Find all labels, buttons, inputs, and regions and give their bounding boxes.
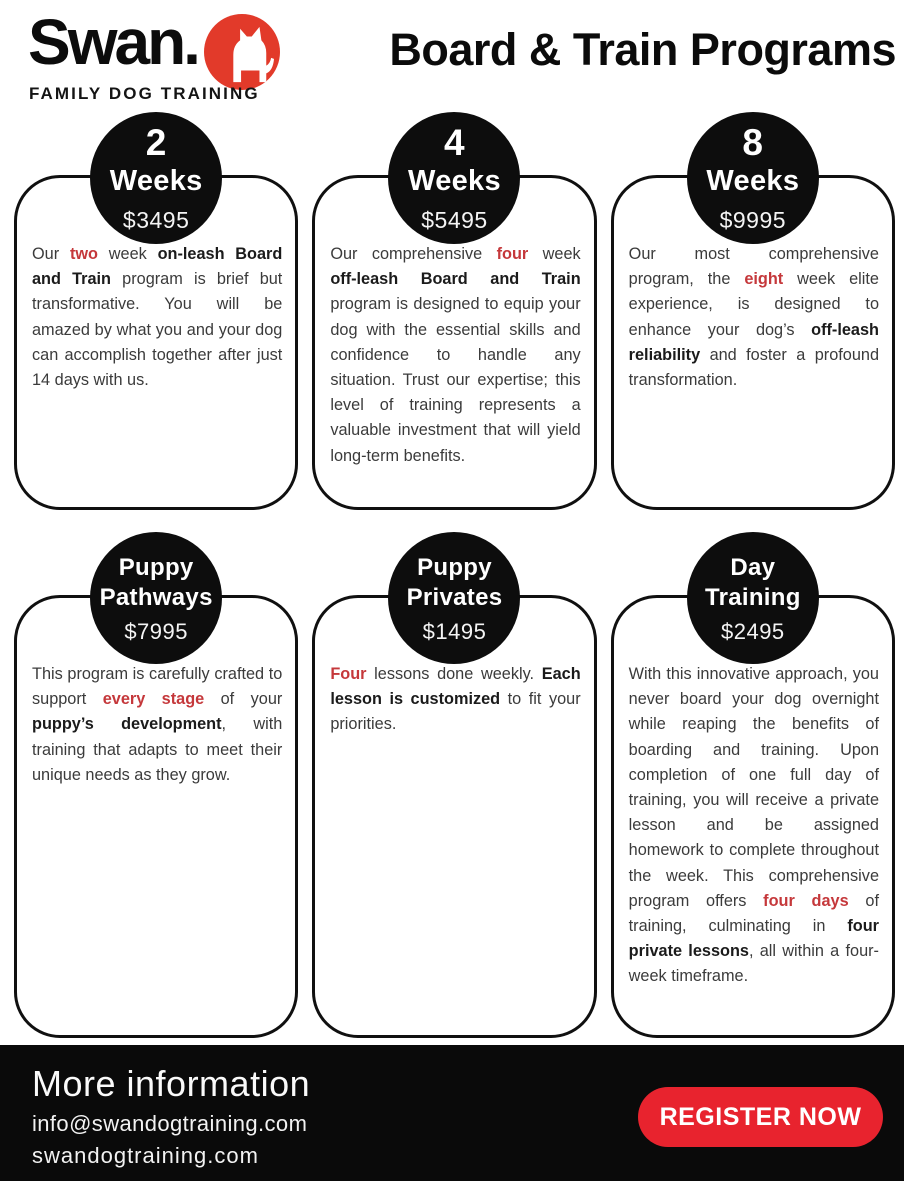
badge-price: $5495	[421, 206, 488, 233]
body-text: With this innovative approach, you never board your dog overnight while reaping the benefits of boarding and training. Upon completion of one full day of training, you will receive a private lesson and be assigned homework to complete throughout the week. This comprehensive program offers	[628, 665, 879, 910]
body-text-emphasis: four days	[763, 891, 849, 910]
card-day-training	[611, 554, 895, 1038]
card-4-weeks	[312, 122, 596, 510]
card-description	[32, 662, 282, 788]
badge-2-weeks	[90, 112, 222, 244]
card-puppy-pathways	[14, 554, 298, 1038]
badge-4-weeks	[388, 112, 520, 244]
badge-title-line: 8	[742, 122, 764, 164]
body-text: and foster a profound transformation.	[628, 345, 879, 390]
badge-title	[706, 124, 799, 199]
card-description	[629, 242, 879, 393]
register-now-button[interactable]: REGISTER NOW	[638, 1087, 883, 1147]
body-text: of your	[204, 690, 283, 709]
body-text-emphasis: four	[496, 245, 529, 263]
badge-title-line: Training	[704, 584, 801, 611]
badge-title-line: 2	[145, 122, 167, 164]
footer-website-link[interactable]: swandogtraining.com	[32, 1143, 259, 1168]
body-text: week	[97, 245, 158, 263]
body-text-emphasis: two	[69, 245, 98, 263]
badge-title-line: Pathways	[99, 584, 213, 611]
program-cards-row-2	[14, 554, 895, 1038]
card-puppy-privates	[312, 554, 596, 1038]
footer-email-link[interactable]: info@swandogtraining.com	[32, 1111, 308, 1136]
body-text: This program is carefully crafted to support	[32, 665, 283, 709]
badge-title	[110, 124, 203, 199]
badge-title-line: Weeks	[408, 165, 501, 198]
card-description	[32, 242, 282, 393]
badge-title-line: Weeks	[109, 165, 203, 198]
badge-title-line: Weeks	[706, 165, 800, 198]
logo-subtitle: FAMILY DOG TRAINING	[29, 84, 260, 103]
badge-title-line: 4	[444, 122, 465, 164]
badge-day-training	[687, 532, 819, 664]
body-text-emphasis: every stage	[102, 690, 205, 709]
body-text-emphasis: four private lessons	[628, 917, 879, 961]
body-text: program is designed to equip your dog with the essential skills and confidence to handle any situation. Trust our expertise; this level of training represents a valuable investment that will yield long-term benefits.	[330, 295, 581, 465]
page-title: Board & Train Programs	[389, 24, 896, 75]
body-text: lessons done weekly.	[366, 665, 542, 683]
page-footer	[0, 1045, 904, 1181]
badge-title	[407, 553, 503, 613]
badge-price: $7995	[124, 619, 188, 644]
body-text: week	[528, 245, 581, 263]
dog-icon	[212, 20, 274, 86]
page-header	[0, 0, 904, 110]
badge-title	[705, 553, 801, 613]
card-description	[330, 242, 580, 469]
body-text-emphasis: off-leash Board and Train	[330, 270, 581, 289]
badge-price: $9995	[719, 206, 787, 233]
badge-title-line: Privates	[406, 584, 503, 611]
body-text: , all within a four-week timeframe.	[628, 942, 879, 986]
body-text-emphasis: eight	[744, 270, 784, 289]
program-cards-row-1	[14, 122, 895, 510]
badge-8-weeks	[687, 112, 819, 244]
body-text-emphasis: Each lesson is customized	[330, 665, 581, 709]
body-text-emphasis: off-leash reliability	[628, 320, 879, 364]
body-text: program is brief but transformative. You will be amazed by what you and your dog can accomplish together after just 14 days with us.	[32, 270, 283, 390]
badge-title-line: Puppy	[118, 554, 194, 581]
badge-title	[100, 553, 213, 613]
card-description	[629, 662, 879, 990]
badge-title	[408, 124, 501, 199]
body-text-emphasis: Four	[330, 665, 367, 683]
body-text-emphasis: on-leash Board and Train	[32, 245, 283, 289]
badge-price: $3495	[122, 206, 190, 233]
badge-price: $1495	[422, 619, 487, 644]
body-text: Our most comprehensive program, the	[628, 245, 879, 289]
logo-wordmark: Swan.	[28, 6, 198, 78]
logo-red-circle	[204, 14, 280, 90]
body-text-emphasis: puppy’s development	[32, 715, 222, 734]
badge-puppy-pathways	[90, 532, 222, 664]
card-2-weeks	[14, 122, 298, 510]
badge-puppy-privates	[388, 532, 520, 664]
body-text: of training, culminating in	[628, 891, 879, 936]
badge-price: $2495	[720, 619, 785, 644]
body-text: week elite experience, is designed to enhance your dog’s	[628, 270, 879, 339]
badge-title-line: Puppy	[417, 554, 492, 581]
card-description	[330, 662, 580, 738]
body-text: to fit your priorities.	[330, 690, 581, 734]
body-text: Our	[32, 245, 70, 263]
swan-logo	[28, 8, 278, 106]
body-text: Our comprehensive	[330, 245, 497, 263]
footer-heading: More information	[32, 1063, 311, 1104]
card-8-weeks	[611, 122, 895, 510]
body-text: , with training that adapts to meet their unique needs as they grow.	[32, 715, 283, 784]
badge-title-line: Day	[730, 554, 776, 581]
